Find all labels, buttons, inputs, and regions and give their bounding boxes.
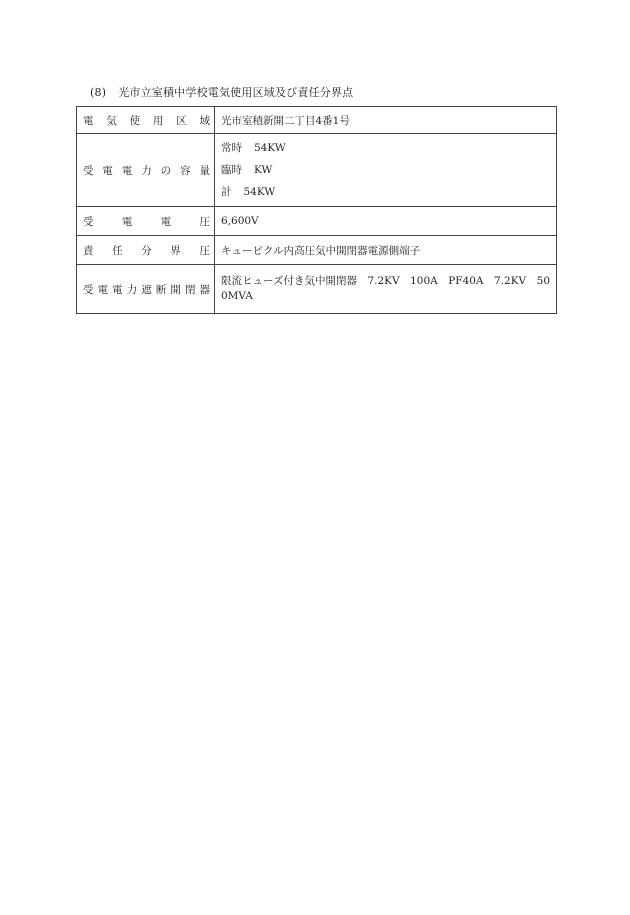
label-char: 遮: [141, 283, 152, 296]
capacity-line-temporary: [221, 159, 550, 181]
area-label-cell: [77, 107, 215, 134]
label-char: 圧: [199, 215, 210, 228]
capacity-name: 臨時: [221, 164, 242, 176]
label-char: 器: [199, 283, 210, 296]
table-row: [77, 265, 557, 314]
label-char: 電: [121, 215, 133, 228]
breaker-value: 限流ヒューズ付き気中開閉器 7.2KV 100A PF40A 7.2KV 500MVA: [221, 275, 551, 302]
voltage-value: 6,600V: [215, 207, 557, 236]
table-row: [77, 134, 557, 207]
label-char: 電: [102, 164, 113, 177]
table-row: [77, 236, 557, 265]
capacity-value: 54KW: [254, 142, 286, 154]
label-char: 電: [160, 215, 172, 228]
capacity-value: 54KW: [243, 186, 276, 198]
label-char: 責: [83, 244, 94, 257]
capacity-name: 常時: [221, 142, 242, 154]
breaker-label: [83, 282, 210, 297]
label-char: 分: [141, 244, 152, 257]
section-title: 光市立室積中学校電気使用区域及び責任分界点: [118, 86, 354, 99]
capacity-value: KW: [254, 164, 273, 176]
label-char: 受: [83, 164, 94, 177]
label-char: 受: [83, 215, 94, 228]
capacity-line-total: [221, 181, 550, 203]
boundary-label: [83, 243, 210, 258]
section-number: (8): [90, 86, 107, 99]
label-char: 電: [112, 283, 123, 296]
label-char: の: [160, 164, 172, 177]
label-char: 受: [83, 283, 94, 296]
breaker-label-cell: [77, 265, 215, 314]
boundary-value: キュービクル内高圧気中開閉器電源側端子: [215, 236, 557, 265]
breaker-value-cell: [215, 265, 557, 314]
label-char: 電: [83, 114, 94, 127]
voltage-label: [83, 214, 210, 229]
label-char: 閉: [184, 283, 196, 296]
capacity-label: [83, 163, 210, 178]
label-char: 圧: [199, 244, 210, 257]
label-char: 力: [126, 283, 138, 296]
capacity-value-cell: [215, 134, 557, 207]
label-char: 開: [170, 283, 181, 296]
table-row: [77, 207, 557, 236]
electrical-spec-table: [76, 106, 557, 314]
label-char: 電: [97, 283, 109, 296]
boundary-label-cell: [77, 236, 215, 265]
label-char: 気: [106, 114, 117, 127]
label-char: 用: [152, 114, 164, 127]
label-char: 界: [170, 244, 181, 257]
label-char: 任: [112, 244, 123, 257]
voltage-label-cell: [77, 207, 215, 236]
label-char: 容: [180, 164, 191, 177]
capacity-label-cell: [77, 134, 215, 207]
label-char: 電: [121, 164, 133, 177]
label-char: 力: [141, 164, 152, 177]
label-char: 断: [155, 283, 167, 296]
area-value: 光市室積新開二丁目4番1号: [215, 107, 557, 134]
label-char: 使: [129, 114, 141, 127]
label-char: 域: [199, 114, 210, 127]
capacity-line-regular: [221, 137, 550, 159]
area-label: [83, 113, 210, 128]
table-row: [77, 107, 557, 134]
label-char: 区: [176, 114, 187, 127]
capacity-name: 計: [221, 186, 232, 198]
label-char: 量: [199, 164, 210, 177]
section-heading: [90, 84, 353, 100]
